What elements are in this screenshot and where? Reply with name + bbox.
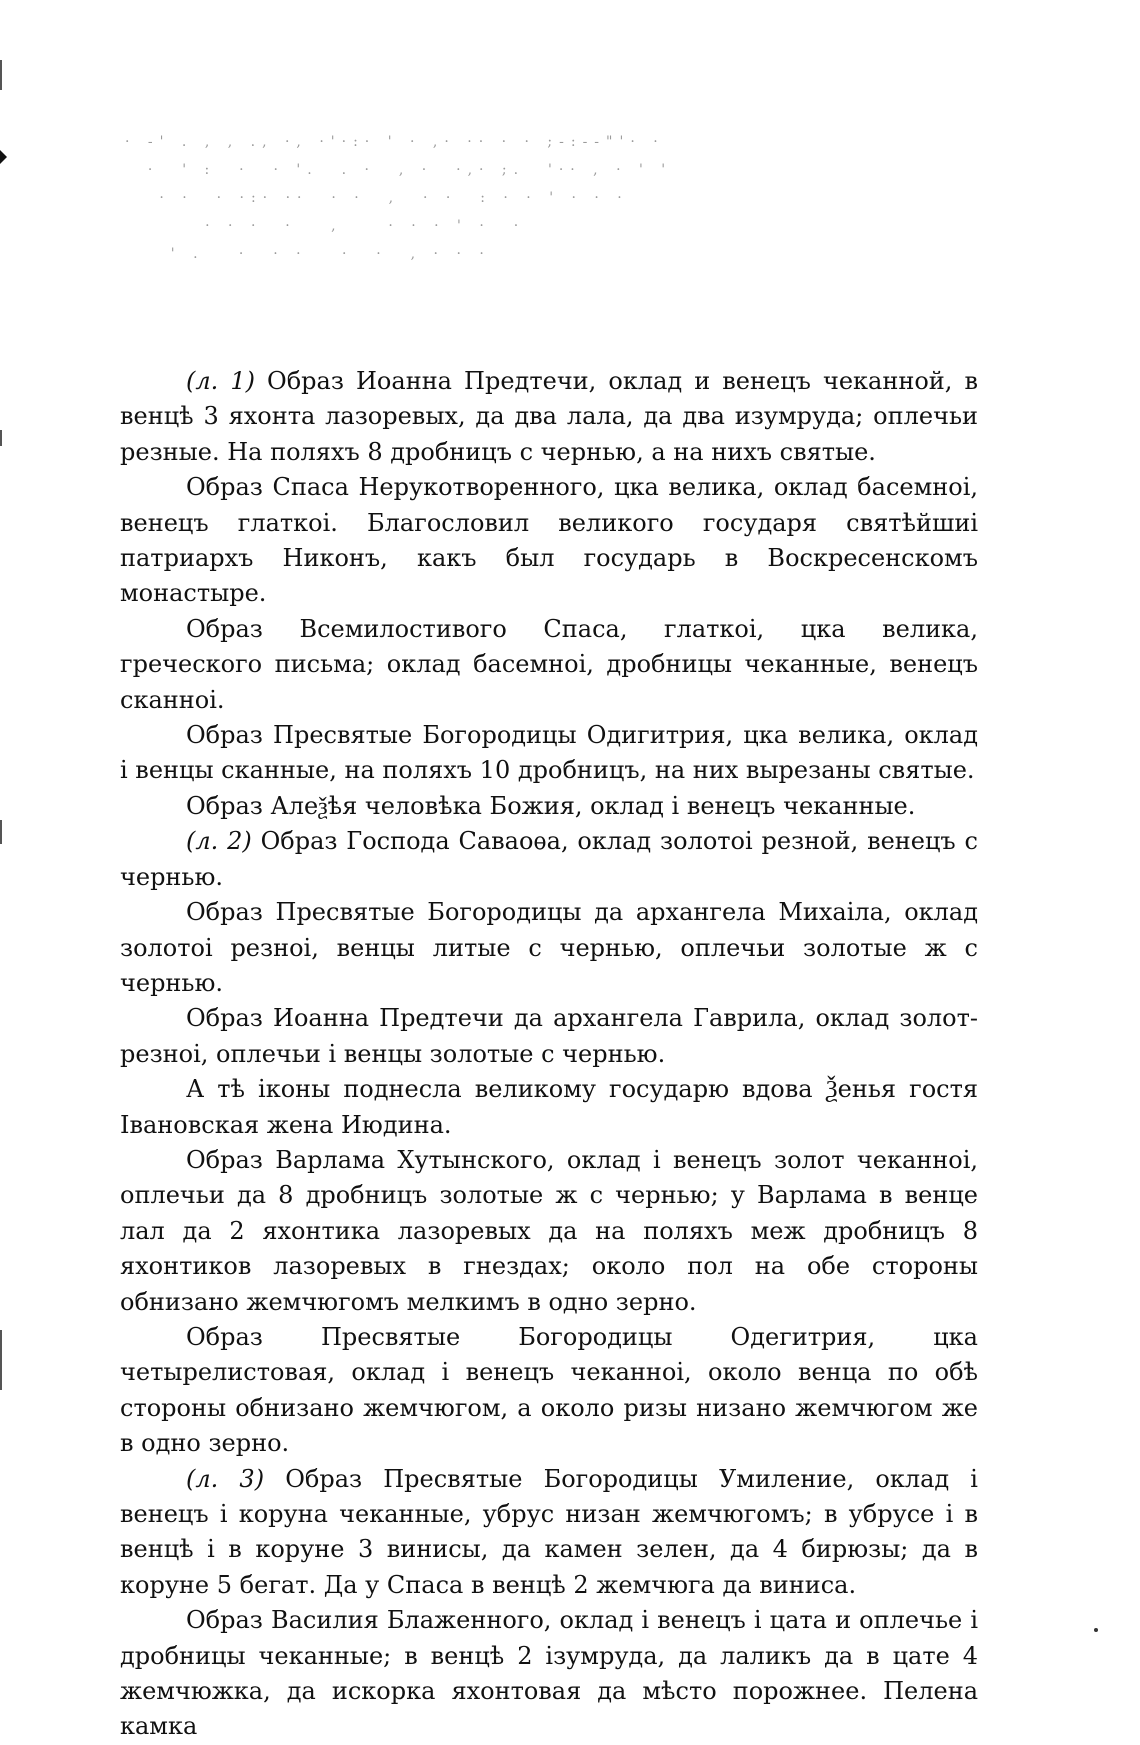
paragraph-text: Образ Иоанна Предтечи да архангела Гаврила, оклад золот-резноі, оплечьи і венцы золотые с чернью. (120, 1004, 978, 1068)
paragraph (120, 1001, 978, 1072)
paragraph (120, 1320, 978, 1462)
paragraph-text: Образ Всемилостивого Спаса, глаткоі, цка велика, греческого письма; оклад басемноі, дробницы чеканные, венецъ сканноі. (120, 614, 978, 714)
paragraph-text: Образ Иоанна Предтечи, оклад и венецъ чеканной, в венцѣ 3 яхонта лазоревых, да два лала, да два изумруда; оплечьи резные. На поляхъ 8 дробницъ с чернью, а на нихъ святые. (120, 367, 978, 466)
scan-arrow-mark (0, 150, 7, 164)
paragraph-text: А тѣ іконы поднесла великому государю вдова Ѯенья гостя Івановская жена Июдина. (120, 1075, 978, 1139)
folio-ref: (л. 3) (186, 1464, 265, 1493)
folio-ref: (л. 2) (186, 827, 252, 856)
paragraph (120, 789, 978, 824)
paragraph (120, 470, 978, 612)
paragraph (120, 612, 978, 718)
paragraph-text: Образ Пресвятые Богородицы Одегитрия, цка четырелистовая, оклад і венецъ чеканноі, около венца по обѣ стороны обнизано жемчюгом, а около ризы низано жемчюгом же в одно зерно. (120, 1322, 978, 1458)
scan-edge-mark (0, 60, 2, 90)
paragraph (120, 1462, 978, 1604)
paragraph (120, 1072, 978, 1143)
paragraph (120, 718, 978, 789)
paragraph (120, 1143, 978, 1320)
paragraph (120, 895, 978, 1001)
bleed-through-text: · -' . , , ., ·, ·'·:· ' · ,· ·· · · ;-:--"'· · · ' : · · '. . · , · ·,· ;. '·· , · ' ' · · · ·:· ·· · · , · · : · · ' · · · · · · · , · · · ' · · ' . · · · · · , · · · (125, 134, 673, 262)
scan-edge-mark (0, 1330, 2, 1390)
paragraph-text: Образ Пресвятые Богородицы да архангела Михаіла, оклад золотоі резноі, венцы литые с чернью, оплечьи золотые ж с чернью. (120, 898, 978, 997)
paragraph (120, 824, 978, 895)
paragraph (120, 364, 978, 470)
paragraph-text: Образ Пресвятые Богородицы Одигитрия, цка велика, оклад і венцы сканные, на поляхъ 10 дробницъ, на них вырезаны святые. (120, 721, 978, 785)
paragraph-text: Образ Господа Саваоѳа, оклад золотоі резной, венецъ с чернью. (120, 827, 978, 891)
paragraph-text: Образ Василия Блаженного, оклад і венецъ і цата и оплечье і дробницы чеканные; в венцѣ 2 ізумруда, да лаликъ да в цате 4 жемчюжка, да искорка яхонтовая да мѣсто порожнее. Пелена камка (120, 1606, 978, 1741)
paragraph (120, 1603, 978, 1745)
scan-speck (1094, 1628, 1098, 1632)
scan-left-edge (0, 0, 8, 1709)
scan-edge-mark (0, 430, 2, 446)
folio-ref: (л. 1) (186, 367, 255, 395)
page-body (120, 364, 978, 1745)
scan-edge-mark (0, 820, 2, 844)
paragraph-text: Образ Пресвятые Богородицы Умиление, оклад і венецъ і коруна чеканные, убрус низан жемчюгомъ; в убрусе і в венцѣ і в коруне 3 винисы, да камен зелен, да 4 бирюзы; да в коруне 5 бегат. Да у Спаса в венцѣ 2 жемчюга да виниса. (120, 1464, 978, 1599)
paragraph-text: Образ Спаса Нерукотворенного, цка велика, оклад басемноі, венецъ глаткоі. Благословил великого государя святѣйшиі патриархъ Никонъ, какъ был государь в Воскресенскомъ монастыре. (120, 473, 978, 608)
paragraph-text: Образ Варлама Хутынского, оклад і венецъ золот чеканноі, оплечьи да 8 дробницъ золотые ж с чернью; у Варлама в венце лал да 2 яхонтика лазоревых да на поляхъ меж дробницъ 8 яхонтиков лазоревых в гнездах; около пол на обе стороны обнизано жемчюгомъ мелкимъ в одно зерно. (120, 1145, 978, 1316)
paragraph-text: Образ Алеѯѣя человѣка Божия, оклад і венецъ чеканные. (186, 791, 916, 820)
